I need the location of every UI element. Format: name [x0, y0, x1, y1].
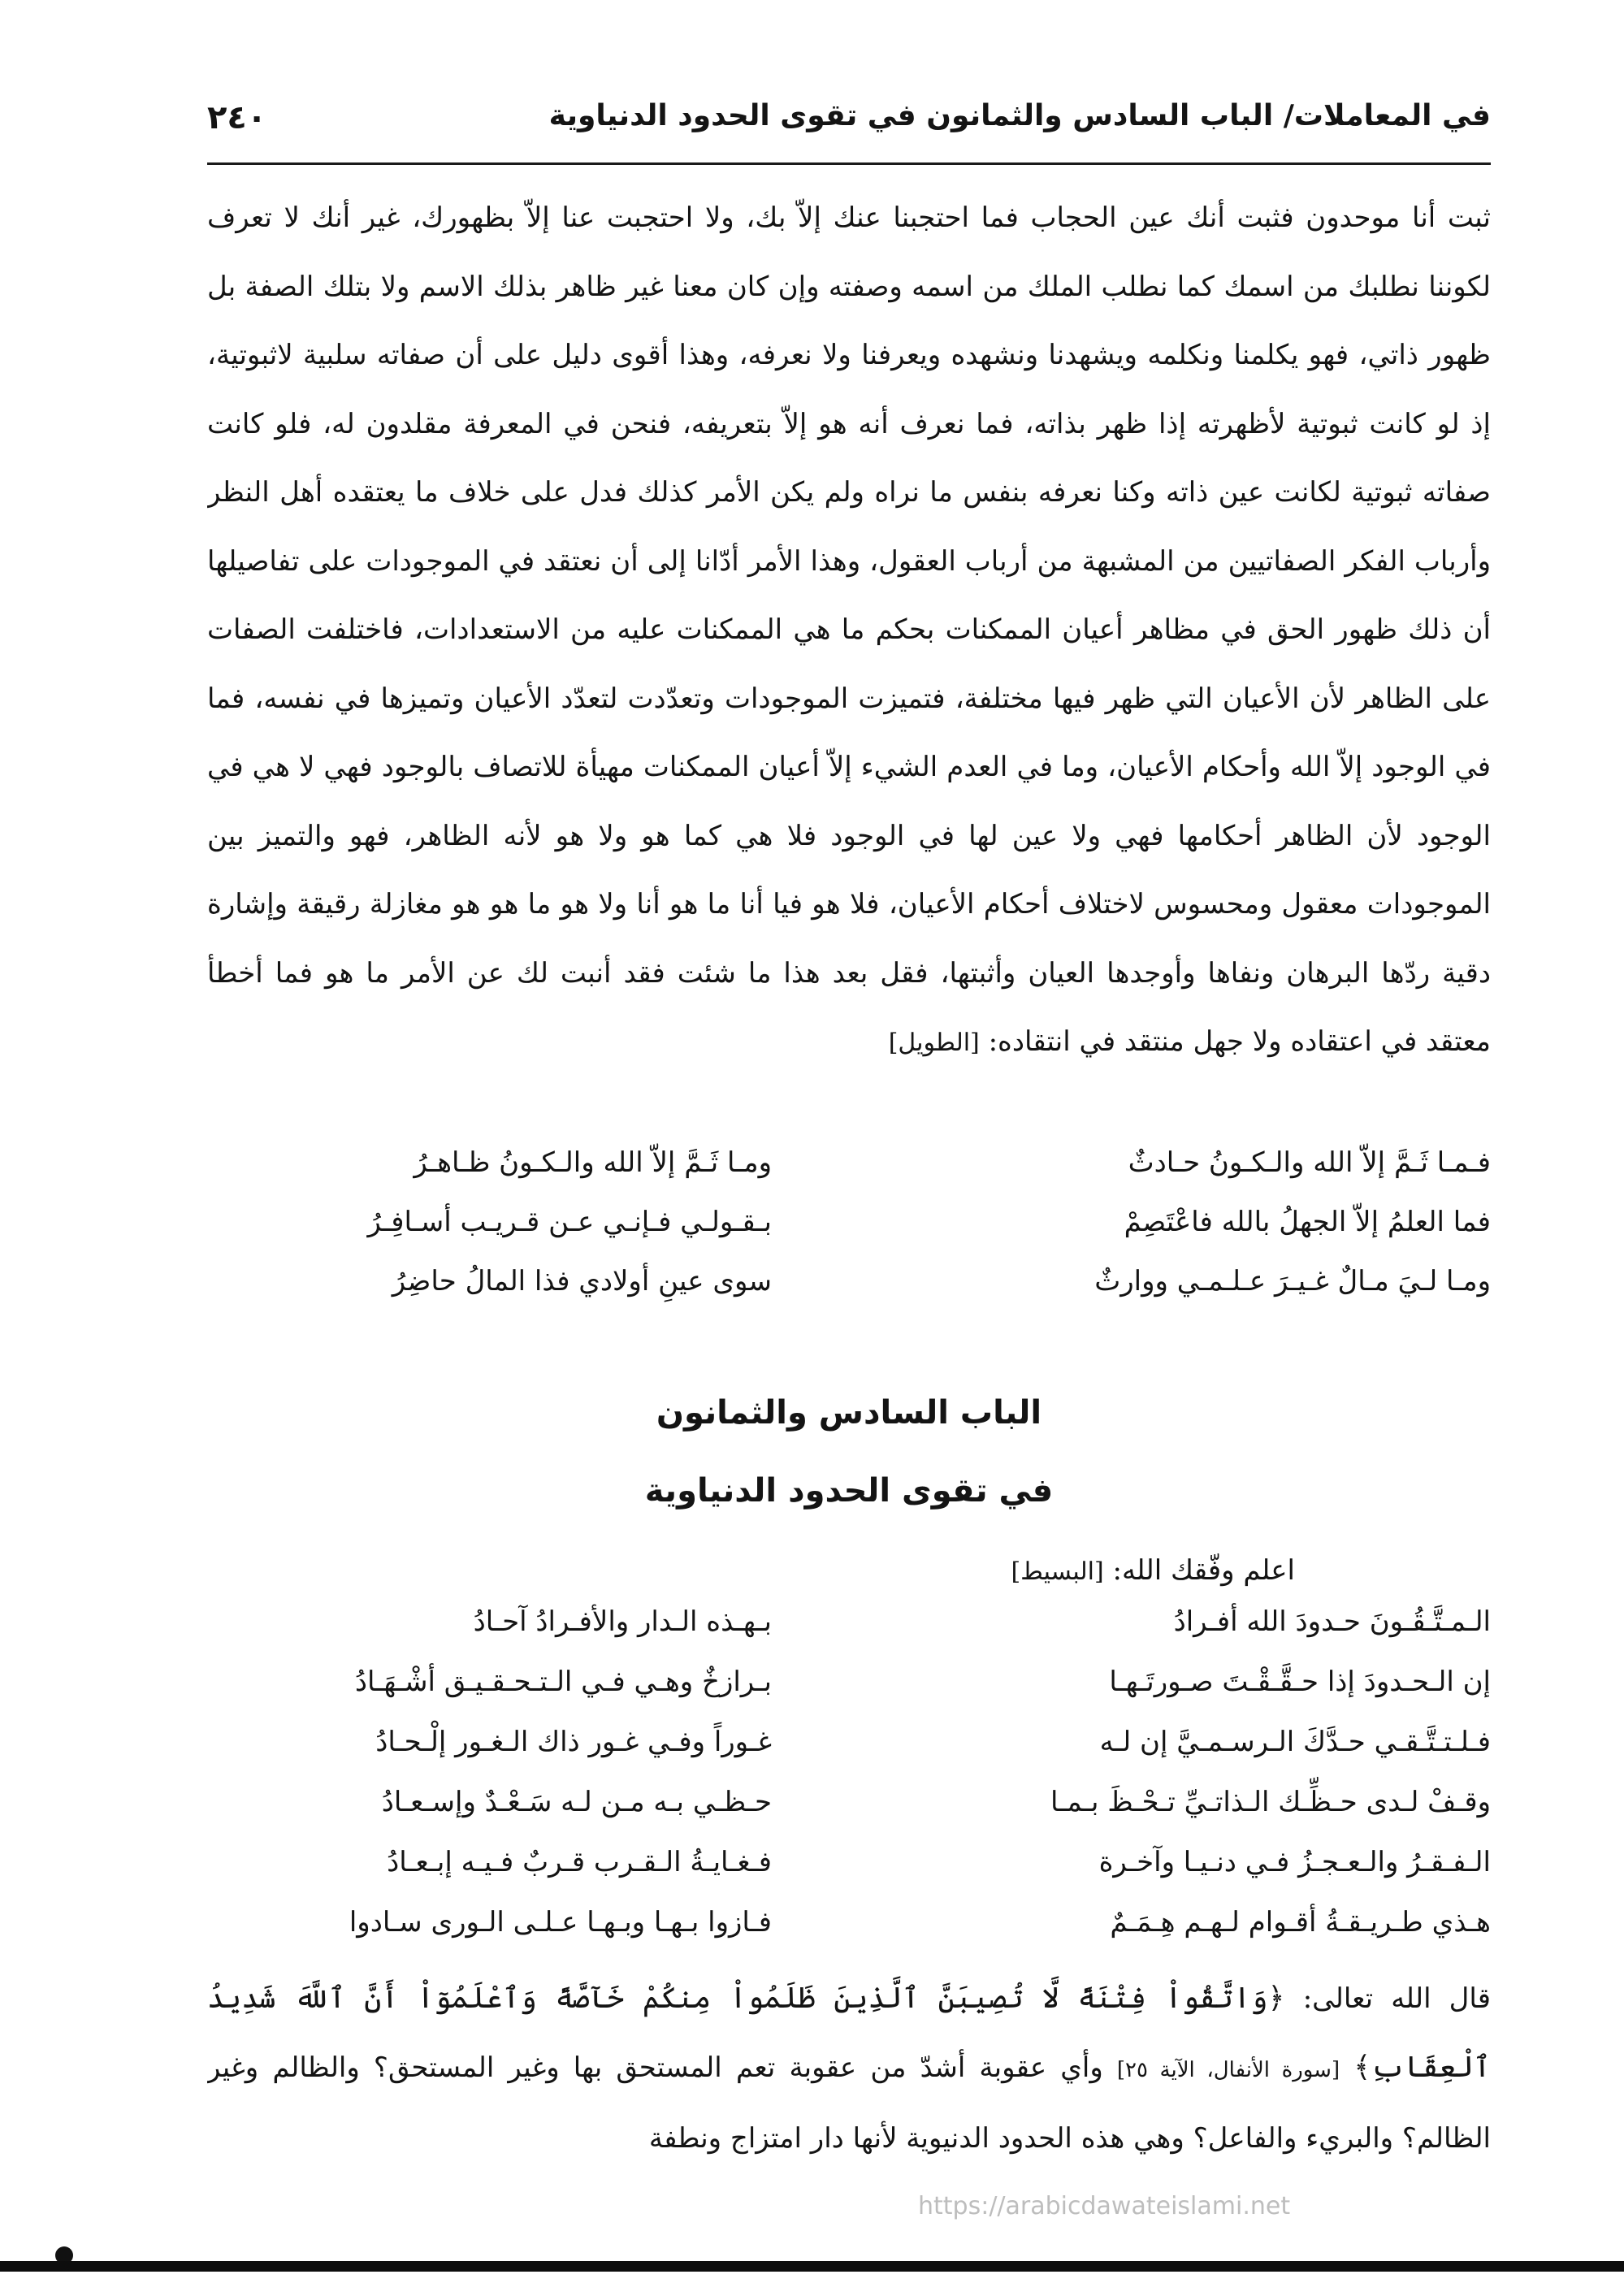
- second-hemistich: فـغـايـةُ الـقـرب قـربٌ فـيـه إبـعـادُ: [387, 1846, 772, 1878]
- poem-verse: [207, 1666, 1491, 1726]
- poem-2: [207, 1605, 1491, 1966]
- meter-label-2: [البسيط]: [1011, 1557, 1104, 1586]
- poem-verse: [207, 1206, 1491, 1265]
- poem-verse: [207, 1605, 1491, 1666]
- poem-verse: [207, 1146, 1491, 1206]
- poem-verse: [207, 1265, 1491, 1324]
- poem-verse: [207, 1786, 1491, 1846]
- chapter-subheading: في تقوى الحدود الدنياوية: [644, 1472, 1054, 1510]
- poem-1: [207, 1146, 1491, 1324]
- poem-verse: [207, 1906, 1491, 1966]
- first-hemistich: فما العلمُ إلاّ الجهلُ بالله فاعْتَصِمْ: [1124, 1206, 1491, 1238]
- paragraph-1-text: ثبت أنا موحدون فثبت أنك عين الحجاب فما احتجبنا عنك إلاّ بك، ولا احتجبت عنا إلاّ بظهورك، غير أنك لا تعرف لكوننا نطلبك من اسمك كما نطلب الملك من اسمه وصفته وإن كان معنا غير ظاهر بذلك الاسم ولا بتلك الصفة بل ظهور ذاتي، فهو يكلمنا ونكلمه ويشهدنا ونشهده ويعرفنا ولا نعرفه، وهذا أقوى دليل على أن صفاته سلبية لاثبوتية، إذ لو كانت ثبوتية لأظهرته إذا ظهر بذاته، فما نعرف أنه هو إلاّ بتعريفه، فنحن في المعرفة مقلدون له، فلو كانت صفاته ثبوتية لكانت عين ذاته وكنا نعرفه بنفس ما نراه ولم يكن الأمر كذلك فدل على خلاف ما يعتقده أهل النظر وأرباب الفكر الصفاتيين من المشبهة من أرباب العقول، وهذا الأمر أدّانا إلى أن نعتقد في الموجودات على تفاصيلها أن ذلك ظهور الحق في مظاهر أعيان الممكنات بحكم ما هي الممكنات عليه من الاستعدادات، فاختلفت الصفات على الظاهر لأن الأعيان التي ظهر فيها مختلفة، فتميزت الموجودات وتعدّدت لتعدّد الأعيان وتميزها في نفسه، فما في الوجود إلاّ الله وأحكام الأعيان، وما في العدم الشيء إلاّ أعيان الممكنات مهيأة للاتصاف بالوجود فهي لا هي في الوجود لأن الظاهر أحكامها فهي ولا عين لها في الوجود فلا هي كما هو ولا هو لأنه الظاهر، فهو والتميز بين الموجودات معقول ومحسوس لاختلاف أحكام الأعيان، فلا هو فيا أنا ما هو أنا ولا هو ما هو هو مغازلة رقيقة وإشارة دقية ردّها البرهان ونفاها وأوجدها العيان وأثبتها، فقل بعد هذا ما شئت فقد أنبت لك عن الأمر ما هو فما أخطأ معتقد في اعتقاده ولا جهل منتقد في انتقاده:: [207, 201, 1491, 1058]
- intro-line: [1011, 1554, 1295, 1587]
- first-hemistich: فـمـا ثَـمَّ إلاّ الله والـكـونُ حـادثٌ: [1128, 1146, 1491, 1179]
- second-hemistich: ومـا ثَـمَّ إلاّ الله والـكـونُ ظـاهـرُ: [414, 1146, 772, 1179]
- verse-reference: [سورة الأنفال، الآية ٢٥]: [1116, 2057, 1340, 2082]
- page-number: ٢٤٠: [207, 99, 267, 136]
- paragraph-1: [207, 184, 1491, 1146]
- header-rule: [207, 162, 1491, 165]
- closing-lead: قال الله تعالى:: [1302, 1982, 1491, 2015]
- scan-edge-bar: [0, 2261, 1624, 2272]
- quran-verse: ﴿وَاتَّقُواْ فِتْنَةً لَّا تُصِيبَنَّ ٱلَّذِينَ ظَلَمُواْ مِنكُمْ خَآصَّةً وَٱعْلَمُوٓاْ أَنَّ ٱللَّهَ شَدِيدُ ٱلْعِقَابِ﴾: [207, 1982, 1491, 2084]
- closing-paragraph: [207, 1965, 1491, 2184]
- first-hemistich: الـمـتَّـقُـونَ حـدودَ الله أفـرادُ: [1173, 1605, 1491, 1638]
- intro-text: اعلم وفّقك الله:: [1112, 1554, 1295, 1587]
- second-hemistich: غـوراً وفـي غـور ذاك الـغـور إلْـحـادُ: [375, 1726, 772, 1758]
- second-hemistich: بـهـذه الـدار والأفـرادُ آحـادُ: [473, 1605, 772, 1638]
- poem-verse: [207, 1726, 1491, 1786]
- chapter-heading: الباب السادس والثمانون: [656, 1394, 1042, 1432]
- second-hemistich: فـازوا بـهـا وبـهـا عـلـى الـورى سـادوا: [349, 1906, 772, 1939]
- watermark-url: https://arabicdawateislami.net: [918, 2192, 1291, 2220]
- first-hemistich: وقـفْ لـدى حـظِّـك الـذاتـيِّ تـحْـظَ بـمـا: [1050, 1786, 1491, 1818]
- second-hemistich: حـظـي بـه مـن لـه سَـعْـدٌ وإسـعـادُ: [381, 1786, 772, 1818]
- first-hemistich: الـفـقـرُ والـعـجـزُ فـي دنـيـا وآخـرة: [1098, 1846, 1491, 1878]
- meter-label-1: [الطويل]: [888, 1029, 980, 1057]
- second-hemistich: بـقـولـي فـإنـي عـن قـريـب أسـافِـرُ: [367, 1206, 772, 1238]
- second-hemistich: سوى عينِ أولادي فذا المالُ حاضِرُ: [392, 1265, 772, 1297]
- first-hemistich: إن الـحـدودَ إذا حـقَّـقْـتَ صـورتَـهـا: [1109, 1666, 1491, 1698]
- running-header: [207, 99, 1491, 148]
- closing-text: وأي عقوبة أشدّ من عقوبة تعم المستحق بها وغير المستحق؟ والظالم وغير الظالم؟ والبريء والفاعل؟ وهي هذه الحدود الدنيوية لأنها دار امتزاج ونطفة: [207, 2051, 1491, 2155]
- first-hemistich: ومـا لـيَ مـالٌ غـيـرَ عـلـمـي ووارثٌ: [1094, 1265, 1491, 1297]
- first-hemistich: هـذي طـريـقـةُ أقـوام لـهـم هِـمَـمٌ: [1110, 1906, 1491, 1939]
- running-title: في المعاملات/ الباب السادس والثمانون في تقوى الحدود الدنياوية: [548, 99, 1491, 132]
- poem-verse: [207, 1846, 1491, 1906]
- second-hemistich: بـرازخٌ وهـي فـي الـتـحـقـيـق أشْـهَـادُ: [354, 1666, 772, 1698]
- first-hemistich: فـلـتـتَّـقـي حـدَّكَ الـرسـمـيَّ إن لـه: [1099, 1726, 1491, 1758]
